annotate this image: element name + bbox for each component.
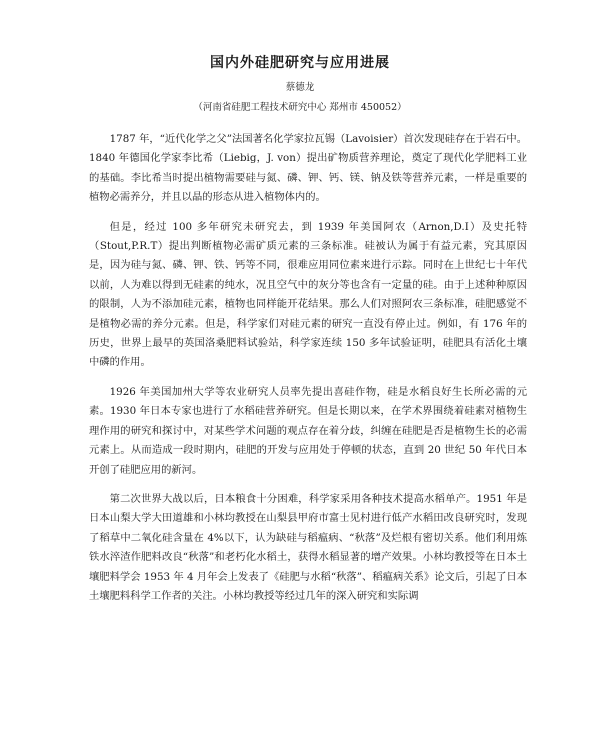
author-affiliation: （河南省硅肥工程技术研究中心 郑州市 450052） (193, 102, 407, 113)
paragraph-1: 1787 年，“近代化学之父”法国著名化学家拉瓦锡（Lavoisier）首次发现硅存在于岩石中。1840 年德国化学家李比希（Liebig，J. von）提出矿物质营养理论，奠定了现代化学肥料工业的基础。李比希当时提出植物需要硅与氮、磷、钾、钙、镁、钠及铁等营养元素，一样是重要的植物必需养分，并且以晶的形态从进入植物体内的。 (89, 133, 527, 204)
author-name: 蔡德龙 (285, 82, 315, 93)
paragraph-3: 1926 年美国加州大学等农业研究人员率先提出喜硅作物，硅是水稻良好生长所必需的元素。1930 年日本专家也进行了水稻硅营养研究。但是长期以来，在学术界围绕着硅素对植物生理作用的研究和探讨中，对某些学术问题的观点存在着分歧，纠缠在硅肥是否是植物生长的必需元素上。从而造成一段时期内，硅肥的开发与应用处于停顿的状态，直到 20 世纪 50 年代日本开创了硅肥应用的新河。 (89, 385, 527, 476)
paragraph-2: 但是，经过 100 多年研究未研究去，到 1939 年美国阿农（Arnon,D.I）及史托特（Stout,P.R.T）提出判断植物必需矿质元素的三条标准。硅被认为属于有益元素，究其原因是，因为硅与氮、磷、钾、铁、钙等不同，很难应用同位素来进行示踪。同时在上世纪七十年代以前，人为难以得到无硅素的纯水，况且空气中的灰分等也含有一定量的硅。由于上述种种原因的限制，人为不添加硅元素，植物也同样能开花结果。那么人们对照阿农三条标准，硅肥感觉不是植物必需的养分元素。但是，科学家们对硅元素的研究一直没有停止过。例如，有 176 年的历史，世界上最早的英国洛桑肥料试验站，科学家连续 150 多年试验证明，硅肥具有活化土壤中磷的作用。 (89, 220, 527, 369)
body-text (89, 130, 527, 616)
paragraph-4: 第二次世界大战以后，日本粮食十分困难，科学家采用各种技术提高水稻单产。1951 年是日本山梨大学大田道雄和小林均教授在山梨县甲府市富士见村进行低产水稻田改良研究时，发现了稻草中二氧化硅含量在 4%以下，认为缺硅与稻瘟病、“秋落”及烂根有密切关系。他们利用炼铁水淬渣作肥料改良“秋落”和老朽化水稻土，获得水稻显著的增产效果。小林均教授等在日本土壤肥料学会 1953 年 4 月年会上发表了《硅肥与水稻“秋落”、稻瘟病关系》论文后，引起了日本土壤肥料科学工作者的关注。小林均教授等经过几年的深入研究和实际调 (89, 492, 527, 602)
paper-title: 国内外硅肥研究与应用进展 (210, 55, 390, 71)
